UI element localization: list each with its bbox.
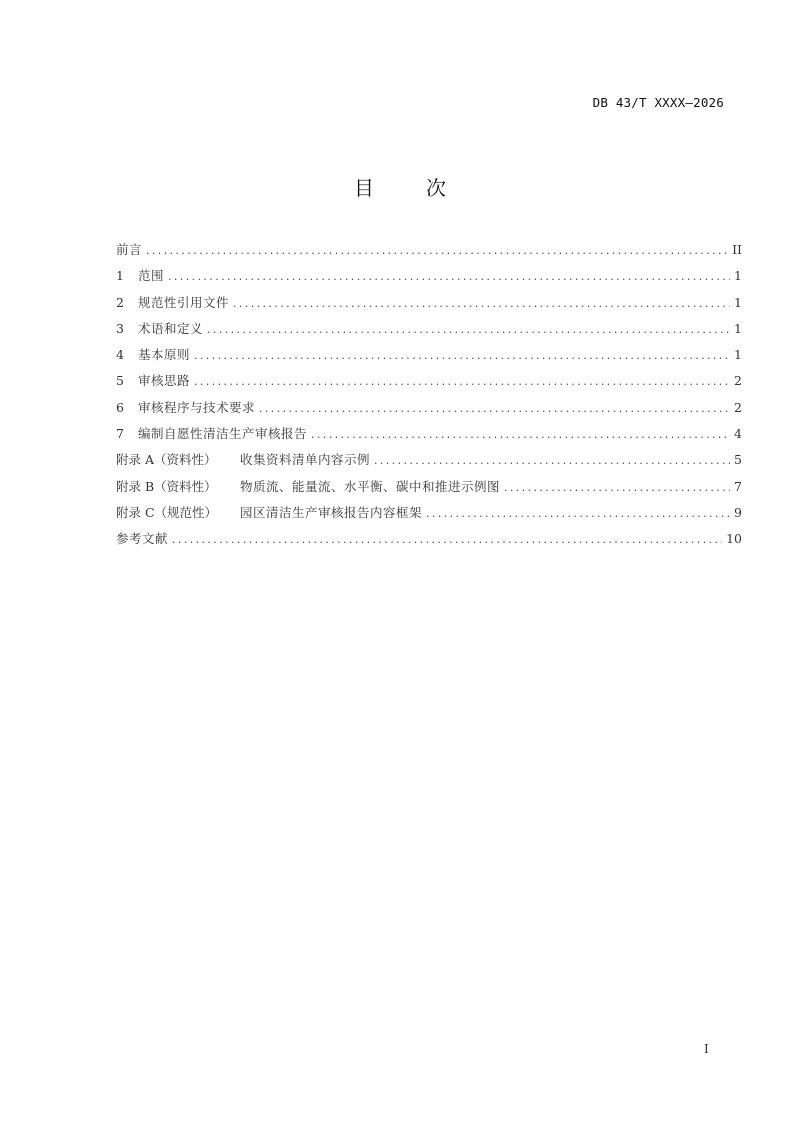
toc-entry-label: 术语和定义 bbox=[138, 320, 204, 336]
toc-entry-number: 5 bbox=[116, 373, 124, 389]
toc-entry-7[interactable] bbox=[116, 424, 742, 450]
toc-entry-label: 参考文献 bbox=[116, 531, 169, 547]
toc-entry-3[interactable] bbox=[116, 319, 742, 345]
toc-entry-prefix: 附录 B（资料性） bbox=[116, 478, 217, 494]
toc-entry-label: 编制自愿性清洁生产审核报告 bbox=[138, 426, 308, 442]
toc-entry-prefix: 附录 C（规范性） bbox=[116, 504, 218, 520]
toc-entry-4[interactable] bbox=[116, 345, 742, 371]
toc-entry-foreword[interactable] bbox=[116, 240, 742, 266]
toc-entry-page: 10 bbox=[726, 531, 742, 547]
dot-leader bbox=[311, 428, 730, 441]
toc-entry-page: 4 bbox=[734, 426, 742, 442]
toc-entry-label: 园区清洁生产审核报告内容框架 bbox=[240, 504, 423, 520]
page-number: I bbox=[704, 1042, 709, 1056]
toc-entry-label: 范围 bbox=[138, 268, 165, 284]
toc-entry-page: 1 bbox=[734, 347, 742, 363]
dot-leader bbox=[194, 349, 730, 362]
page-title bbox=[0, 172, 800, 201]
toc-entry-appendix-c[interactable] bbox=[116, 503, 742, 529]
toc-entry-label: 规范性引用文件 bbox=[138, 294, 230, 310]
toc-entry-6[interactable] bbox=[116, 398, 742, 424]
toc-entry-number: 7 bbox=[116, 426, 124, 442]
dot-leader bbox=[194, 375, 730, 388]
title-char-1: 目 bbox=[354, 176, 374, 200]
toc-entry-label: 前言 bbox=[116, 242, 143, 257]
document-code: DB 43/T XXXX—2026 bbox=[592, 95, 724, 110]
toc-entry-label: 审核思路 bbox=[138, 373, 191, 389]
dot-leader bbox=[146, 244, 728, 257]
toc-entry-label: 审核程序与技术要求 bbox=[138, 399, 256, 415]
toc-entry-1[interactable] bbox=[116, 266, 742, 292]
toc-entry-label: 物质流、能量流、水平衡、碳中和推进示例图 bbox=[240, 478, 501, 494]
toc-entry-label: 收集资料清单内容示例 bbox=[240, 452, 371, 468]
toc-entry-number: 3 bbox=[116, 320, 124, 336]
toc-entry-page: 9 bbox=[734, 504, 742, 520]
toc-entry-page: II bbox=[732, 242, 742, 257]
toc-entry-5[interactable] bbox=[116, 371, 742, 397]
toc-entry-page: 2 bbox=[734, 373, 742, 389]
toc-entry-number: 2 bbox=[116, 294, 124, 310]
toc-entry-label: 基本原则 bbox=[138, 347, 191, 363]
toc-entry-page: 1 bbox=[734, 294, 742, 310]
toc-entry-2[interactable] bbox=[116, 293, 742, 319]
dot-leader bbox=[259, 402, 730, 415]
dot-leader bbox=[207, 323, 730, 336]
toc-entry-page: 1 bbox=[734, 268, 742, 284]
toc-entry-number: 6 bbox=[116, 399, 124, 415]
toc-entry-page: 2 bbox=[734, 399, 742, 415]
toc-entry-references[interactable] bbox=[116, 529, 742, 555]
dot-leader bbox=[504, 481, 730, 494]
toc-entry-appendix-a[interactable] bbox=[116, 450, 742, 476]
title-char-2: 次 bbox=[426, 176, 446, 200]
dot-leader bbox=[172, 533, 722, 546]
table-of-contents bbox=[116, 240, 742, 556]
dot-leader bbox=[168, 270, 730, 283]
toc-entry-page: 7 bbox=[734, 478, 742, 494]
toc-entry-prefix: 附录 A（资料性） bbox=[116, 452, 217, 468]
dot-leader bbox=[233, 297, 730, 310]
toc-entry-number: 4 bbox=[116, 347, 124, 363]
toc-entry-number: 1 bbox=[116, 268, 124, 284]
toc-entry-page: 1 bbox=[734, 320, 742, 336]
toc-entry-appendix-b[interactable] bbox=[116, 477, 742, 503]
dot-leader bbox=[426, 507, 730, 520]
toc-entry-page: 5 bbox=[734, 452, 742, 468]
dot-leader bbox=[374, 454, 730, 467]
